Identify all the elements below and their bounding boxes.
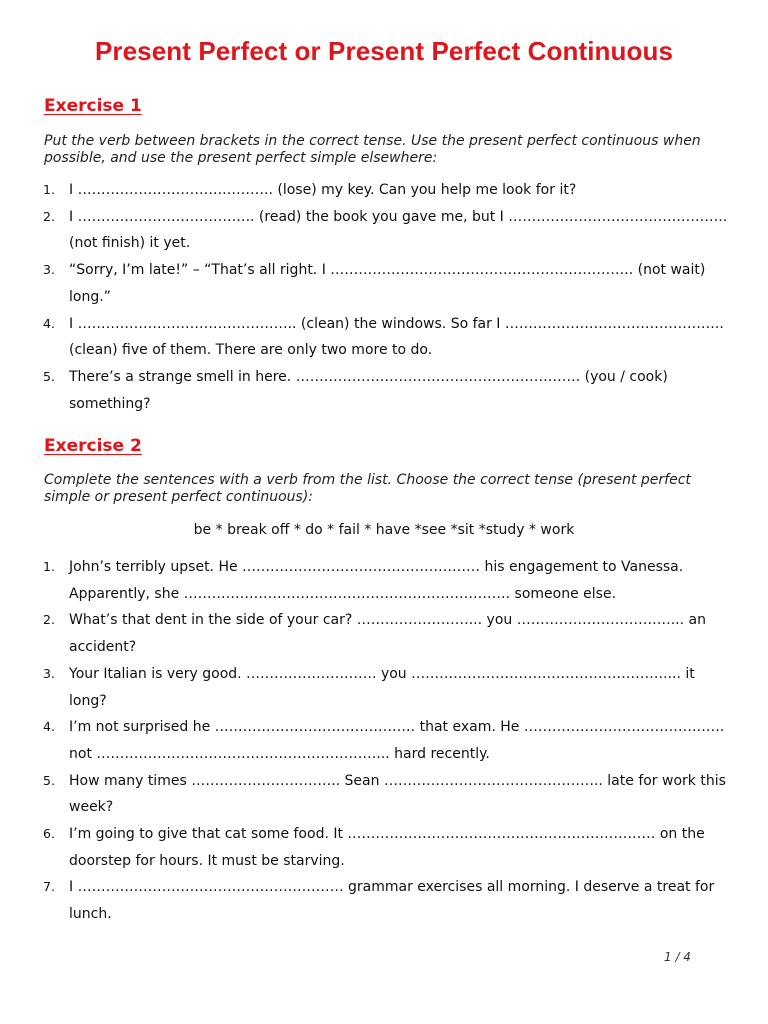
list-item	[0, 554, 729, 607]
item-number: 6.	[43, 826, 55, 842]
item-text: There’s a strange smell in here. ……………………………………………………. (you / cook) something?	[69, 368, 668, 412]
exercise-2-heading: Exercise 2	[44, 436, 142, 456]
item-number: 2.	[43, 208, 55, 224]
item-text: “Sorry, I’m late!” – “That’s all right. I ……………………………………………………….. (not wait) long.”	[69, 262, 706, 305]
item-text: I ……………………………….. (read) the book you gave me, but I ……………………………………….. (not finish) it yet.	[69, 208, 728, 252]
list-item	[0, 257, 729, 310]
exercise-1-heading: Exercise 1	[44, 96, 142, 116]
list-item	[0, 714, 729, 767]
item-text: I ……………………………………….. (clean) the windows. So far I ……………………………………….. (clean) five of them. There are only two more to do.	[69, 315, 724, 359]
item-text: John’s terribly upset. He …………………………………………… his engagement to Vanessa. Apparently, she ……………………………………………………………. someone else.	[69, 559, 684, 602]
item-number: 5.	[43, 368, 55, 384]
item-number: 4.	[43, 315, 55, 331]
list-item	[0, 177, 729, 204]
verb-word-list: be * break off * do * fail * have *see *sit *study * work	[193, 522, 575, 538]
list-item	[0, 661, 729, 714]
item-number: 5.	[43, 772, 55, 788]
item-text: I ………………………….……….. (lose) my key. Can you help me look for it?	[69, 182, 577, 198]
list-item	[0, 874, 729, 927]
list-item	[0, 768, 729, 821]
item-number: 2.	[43, 612, 55, 628]
exercise-2-list	[0, 554, 729, 928]
list-item	[0, 364, 729, 417]
item-text: I ………………………………………………… grammar exercises all morning. I deserve a treat for lunch.	[69, 879, 715, 923]
item-text: Your Italian is very good. ………………………. you ……………………………………………….... it long?	[69, 665, 695, 709]
item-number: 7.	[43, 879, 55, 895]
list-item	[0, 821, 729, 874]
exercise-2-instructions: Complete the sentences with a verb from the list. Choose the correct tense (present perfect simple or present perfect continuous):	[44, 472, 691, 505]
exercise-1-list	[0, 177, 729, 417]
item-text: I’m going to give that cat some food. It ………………………………………………………… on the doorstep for hours. It must be starving.	[69, 826, 705, 869]
item-number: 1.	[43, 182, 55, 197]
item-text: I’m not surprised he ……………………………………. that exam. He ……………………………………. not ……………………………………………………... hard recently.	[69, 719, 725, 762]
item-number: 1.	[43, 559, 55, 574]
list-item	[0, 311, 729, 364]
item-text: What’s that dent in the side of your car? ……………………... you ……………………………... an accident?	[69, 612, 706, 656]
page-title: Present Perfect or Present Perfect Continuous	[94, 36, 674, 66]
item-number: 3.	[43, 262, 55, 278]
item-number: 3.	[43, 665, 55, 681]
exercise-1-instructions: Put the verb between brackets in the correct tense. Use the present perfect continuous when possible, and use the present perfect simple elsewhere:	[44, 133, 701, 166]
list-item	[0, 204, 729, 257]
list-item	[0, 607, 729, 660]
item-text: How many times ………………………….. Sean ……………………………………….. late for work this week?	[69, 772, 726, 816]
page-indicator: 1 / 4	[664, 950, 691, 964]
item-number: 4.	[43, 719, 55, 735]
